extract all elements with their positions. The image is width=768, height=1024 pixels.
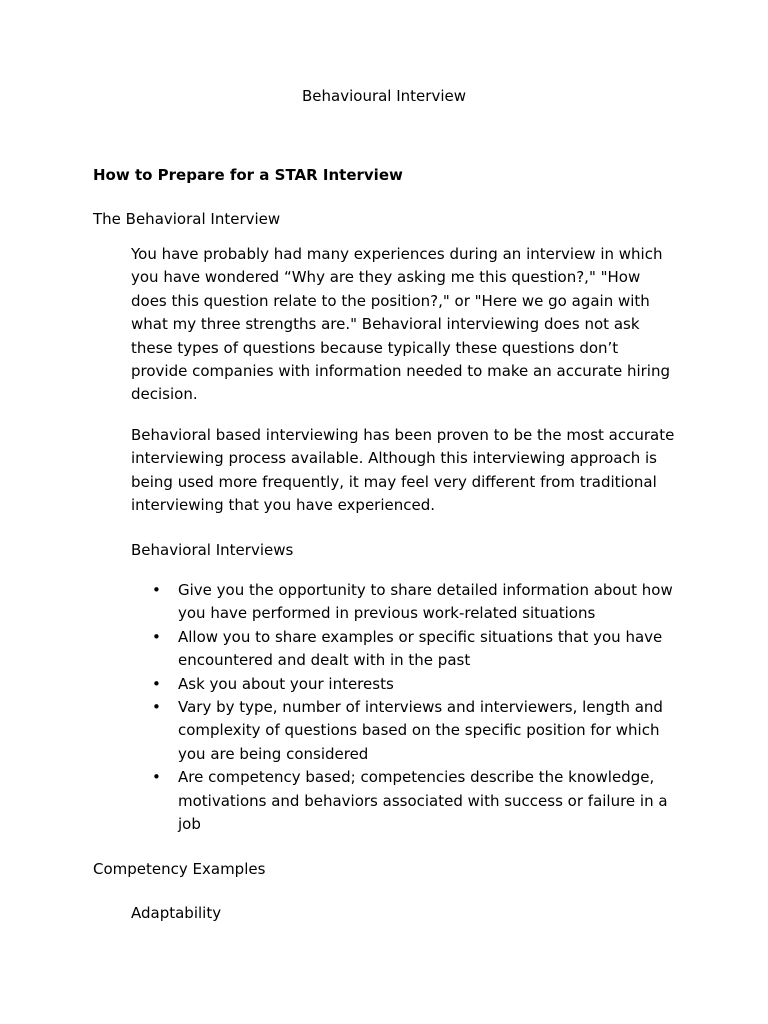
bullet-list (0, 579, 768, 836)
list-item (0, 626, 674, 673)
paragraph-intro: You have probably had many experiences during an interview in which you have wondered “Why are they asking me this question?," "How does this question relate to the position?," or "Here we go again with what my three strengths are." Behavioral interviewing does not ask these types of questions because typically these questions don’t provide companies with information needed to make an accurate hiring decision. (131, 245, 670, 404)
list-item (0, 696, 674, 766)
document-title: Behavioural Interview (302, 87, 466, 105)
list-item-text: Are competency based; competencies describe the knowledge, motivations and behaviors associated with success or failure in a job (178, 768, 668, 834)
bullet-icon: • (152, 581, 161, 599)
section-title-competency-examples: Competency Examples (93, 860, 266, 878)
section-title-behavioral-interview: The Behavioral Interview (93, 210, 281, 228)
list-item-text: Allow you to share examples or specific situations that you have encountered and dealt with in the past (178, 627, 663, 670)
list-item-text: Vary by type, number of interviews and interviewers, length and complexity of questions based on the specific position for which you are being considered (178, 698, 663, 763)
main-heading: How to Prepare for a STAR Interview (93, 166, 403, 184)
list-item (0, 766, 674, 836)
bullet-icon: • (152, 674, 161, 693)
list-item-text: Ask you about your interests (178, 674, 394, 693)
competency-adaptability: Adaptability (131, 904, 222, 922)
bullet-icon: • (152, 768, 161, 787)
list-item-text: Give you the opportunity to share detailed information about how you have performed in previous work-related situations (178, 581, 673, 623)
list-item (0, 673, 674, 696)
list-item (0, 579, 674, 626)
bullet-icon: • (152, 698, 161, 717)
subheading-behavioral-interviews: Behavioral Interviews (131, 541, 294, 559)
paragraph-behavioral-based: Behavioral based interviewing has been proven to be the most accurate interviewing process available. Although this interviewing approach is being used more frequently, it may feel very different from traditional interviewing that you have experienced. (131, 426, 675, 515)
bullet-icon: • (152, 627, 161, 646)
